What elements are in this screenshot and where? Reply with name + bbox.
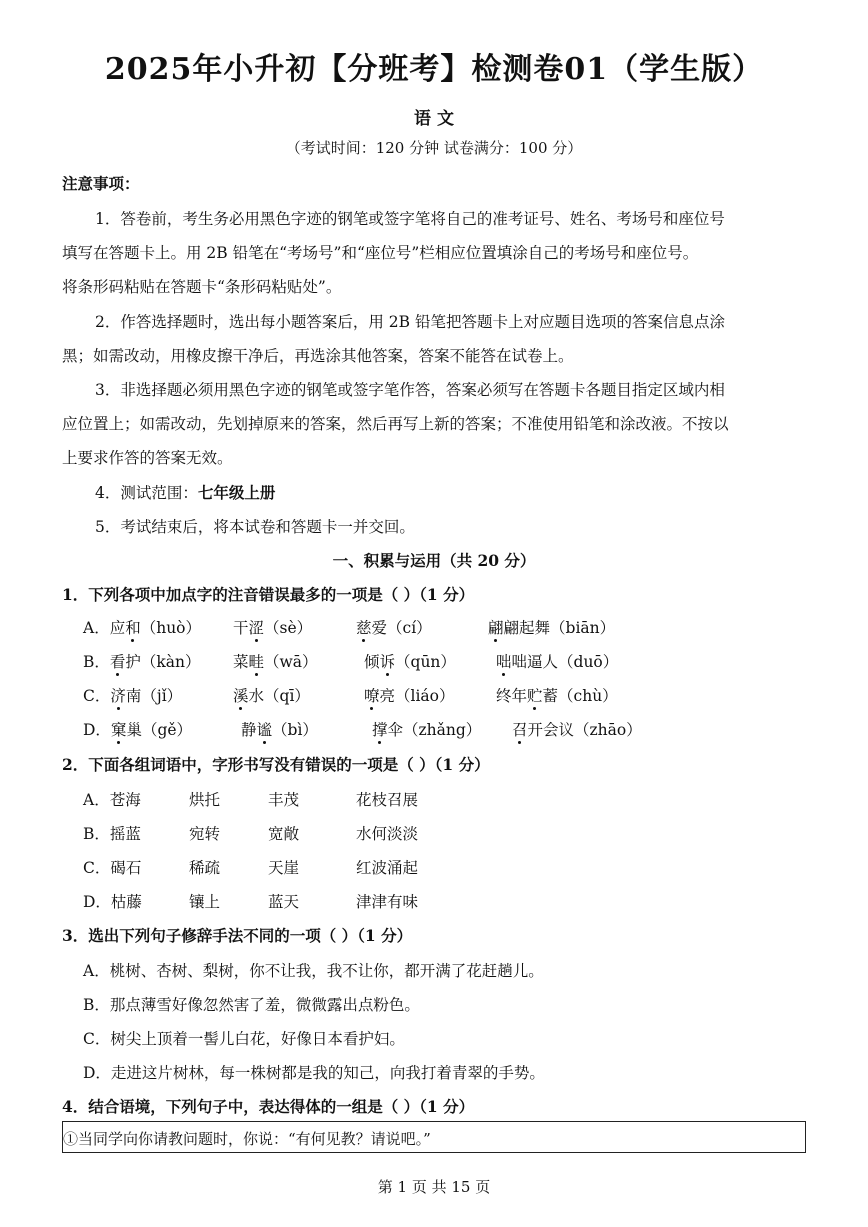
- q1-d-4: 召开会议（zhāo）: [512, 721, 642, 739]
- q3-option-d: D．走进这片树林，每一株树都是我的知己，向我打着青翠的手势。: [83, 1064, 545, 1082]
- q2-c-3: 天崖: [268, 859, 300, 877]
- q1-c-4: 终年贮蓄（chù）: [496, 687, 618, 705]
- q4-context-box: [62, 1121, 806, 1153]
- q1-b-3: 倾诉（qūn）: [364, 653, 456, 671]
- q1-a-3: 慈爱（cí）: [356, 619, 432, 637]
- note-4-scope: 七年级上册: [197, 483, 276, 502]
- note-2-line-1: 2．作答选择题时，选出每小题答案后，用 2B 铅笔把答题卡上对应题目选项的答案信息点涂: [95, 313, 725, 331]
- q4-stem: 4．结合语境，下列句子中，表达得体的一组是（ ）（1 分）: [62, 1097, 475, 1116]
- q2-b-1: B．摇蓝: [83, 825, 141, 843]
- notes-heading: 注意事项：: [62, 174, 140, 193]
- q1-d-3: 撑伞（zhǎng）: [372, 721, 482, 739]
- q2-a-1: A．苍海: [83, 791, 141, 809]
- q1-b-4: 咄咄逼人（duō）: [496, 653, 619, 671]
- q2-a-2: 烘托: [189, 791, 221, 809]
- subject-label: 语 文: [414, 109, 454, 129]
- page-footer: 第 1 页 共 15 页: [377, 1178, 491, 1196]
- q1-c-2: 溪水（qī）: [233, 687, 310, 705]
- note-3-line-1: 3．非选择题必须用黑色字迹的钢笔或签字笔作答，答案必须写在答题卡各题目指定区域内相: [95, 381, 725, 399]
- q4-context-text: ①当同学向你请教问题时，你说：“有何见教？请说吧。”: [63, 1130, 431, 1148]
- q1-a-2: 干涩（sè）: [233, 619, 313, 637]
- note-2-line-2: 黑；如需改动，用橡皮擦干净后，再选涂其他答案，答案不能答在试卷上。: [62, 347, 574, 365]
- q1-stem: 1．下列各项中加点字的注音错误最多的一项是（ ）（1 分）: [62, 585, 475, 604]
- note-4-prefix: 4．测试范围：: [95, 484, 198, 502]
- note-1-line-1: 1．答卷前，考生务必用黑色字迹的钢笔或签字笔将自己的准考证号、姓名、考场号和座位号: [95, 210, 725, 228]
- q2-b-4: 水何淡淡: [356, 825, 419, 843]
- q3-stem: 3．选出下列句子修辞手法不同的一项（ ）（1 分）: [62, 926, 413, 945]
- q2-c-1: C．碣石: [83, 859, 142, 877]
- q3-option-a: A．桃树、杏树、梨树，你不让我，我不让你，都开满了花赶趟儿。: [83, 962, 544, 980]
- q1-c-1: C．济南（jǐ）: [83, 687, 183, 705]
- q2-b-3: 宽敞: [268, 825, 300, 843]
- exam-info: （考试时间：120 分钟 试卷满分：100 分）: [285, 139, 583, 157]
- q1-d-1: D．窠巢（gě）: [83, 721, 193, 739]
- q2-d-4: 津津有味: [356, 893, 419, 911]
- note-3-line-3: 上要求作答的答案无效。: [62, 449, 233, 467]
- q1-b-2: 菜畦（wā）: [233, 653, 318, 671]
- q2-a-4: 花枝召展: [356, 791, 419, 809]
- q1-a-1: A．应和（huò）: [83, 619, 202, 637]
- q1-d-2: 静谧（bì）: [241, 721, 318, 739]
- q1-c-3: 嘹亮（liáo）: [364, 687, 455, 705]
- q2-c-2: 稀疏: [189, 859, 221, 877]
- q2-b-2: 宛转: [189, 825, 221, 843]
- q2-d-1: D．枯藤: [83, 893, 142, 911]
- q2-d-2: 镶上: [189, 893, 221, 911]
- section-1-title: 一、积累与运用（共 20 分）: [332, 551, 536, 570]
- q3-option-b: B．那点薄雪好像忽然害了羞，微微露出点粉色。: [83, 996, 420, 1014]
- note-4: [95, 481, 845, 503]
- note-1-line-2: 填写在答题卡上。用 2B 铅笔在“考场号”和“座位号”栏相应位置填涂自己的考场号和座位号。: [62, 244, 699, 262]
- q2-c-4: 红波涌起: [356, 859, 419, 877]
- q1-a-4: 翩翩起舞（biān）: [488, 619, 616, 637]
- note-3-line-2: 应位置上；如需改动，先划掉原来的答案，然后再写上新的答案；不准使用铅笔和涂改液。不按以: [62, 415, 729, 433]
- q2-d-3: 蓝天: [268, 893, 300, 911]
- q2-a-3: 丰茂: [268, 791, 300, 809]
- note-5: 5．考试结束后，将本试卷和答题卡一并交回。: [95, 518, 415, 536]
- q1-b-1: B．看护（kàn）: [83, 653, 201, 671]
- q2-stem: 2．下面各组词语中，字形书写没有错误的一项是（ ）（1 分）: [62, 755, 490, 774]
- q3-option-c: C．树尖上顶着一髻儿白花，好像日本看护妇。: [83, 1030, 405, 1048]
- note-1-line-3: 将条形码粘贴在答题卡“条形码粘贴处”。: [62, 278, 342, 296]
- page-title: 2025年小升初【分班考】检测卷01（学生版）: [104, 52, 764, 87]
